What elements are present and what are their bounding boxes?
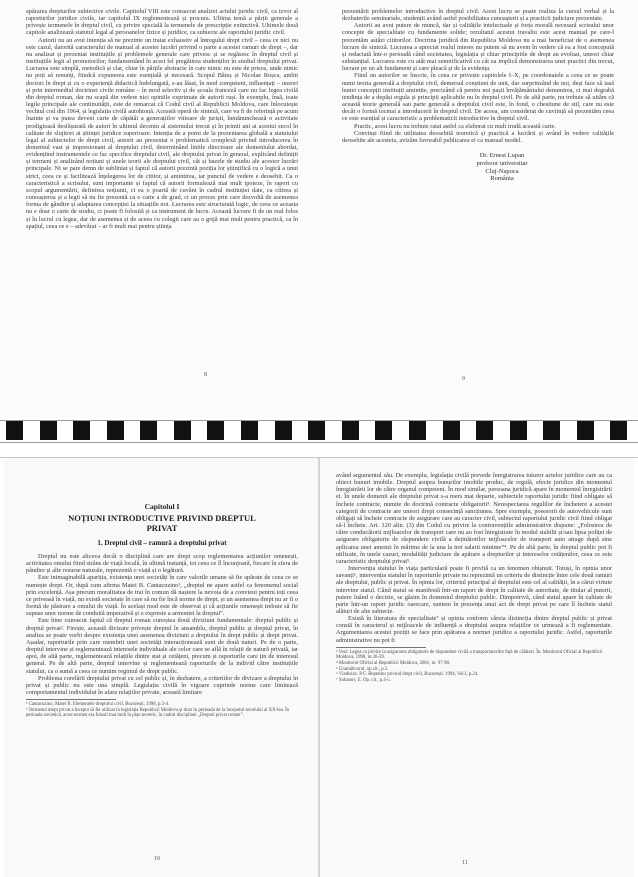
- perforation-block: [443, 421, 460, 440]
- perforation-block: [476, 421, 493, 440]
- footnote: ³ Vezi: Legea cu privire la asigurarea obligatorie de răspundere civilă a transportatorilor față de călători. În: Monitorul Oficial al Republicii Moldova, 1998, nr.26-39.: [336, 649, 603, 661]
- signature-line: profesor universitar: [476, 159, 528, 167]
- footnote: ¹ Cantacuzino, Matei B. Elementele dreptului civil. București, 1998, p.3-4.: [26, 702, 170, 708]
- paragraph: Problema corelării dreptului privat cu cel public și, în dezbatere, a criteriilor de divizare a dreptului în privat și public nu este una simplă. Legislația civilă în vigoare cuprinde norme care limitează comportamentul individului în afara relațiilor private, această limitare: [26, 674, 298, 696]
- page-number: 10: [154, 856, 160, 862]
- perforation-block: [174, 421, 191, 440]
- perforation-block: [241, 421, 258, 440]
- perforation-block: [375, 421, 392, 440]
- footnote: ⁴ Monitorul Oficial al Republicii Moldova, 2001, nr. 97-98.: [336, 660, 451, 666]
- perforation-block: [342, 421, 359, 440]
- perforation-block: [40, 421, 57, 440]
- perforation-block: [409, 421, 426, 440]
- chapter-title: NOȚIUNI INTRODUCTIVE PRIVIND DREPTUL PRIVAT: [68, 513, 256, 533]
- page-9-text: [342, 8, 614, 144]
- chapter-number: Capitolul I: [144, 502, 180, 511]
- perforation-block: [543, 421, 560, 440]
- perforation-block: [610, 421, 627, 440]
- page-number: 11: [462, 860, 468, 866]
- paragraph: Fiind un autorilor se înscrie, în ceea ce privește capitolele I–X, pe coordonatele a ceea ce se poate numi teoria generală a dreptului civil, demersul conștient de unit, dar surprinzând de noi, deși face să iasă bunei concepții instituții amintite, precizând că pentru noi pașii învățământului denumirea, ci mai degrabă tendința de a depăși regula și principii aplicabile nu în dreptul civil. Pe de altă parte, nu trebuie să uităm că această teorie generală sau parte generală a dreptului civil este, în fond, o chestiune de stil, care nu este decât o formă tocmai a introducerii în dreptul civil. De aceea, am considerat de cuviință să prezentăm ceea ce este esențial și caracteristic a problematicii introductive în dreptul civil.: [342, 72, 614, 123]
- page-11-text: [336, 472, 612, 644]
- section-title: 1. Dreptul civil – ramură a dreptului privat: [97, 539, 227, 547]
- page-10-text: [26, 553, 298, 696]
- perforation-block: [577, 421, 594, 440]
- paragraph: Intervenția statului în viața particulară poate fi privită ca un fenomen obișnuit. Totuși, în opinia unor savanți⁶, intervenția statului în raporturile private nu reprezintă un criteriu de distincție între cele două ramuri ale dreptului, public și privat. În opinia lor, criteriul principal al dreptului este cel al calității, în a cărui virtute intervine statul. Când statul se manifestă într-un raport de drept în calitate de autoritate, de titular al puterii, putere luând o decizie, se găsim în domeniul dreptului public. Dimpotrivă, când statul apare în calitate de parte într-un raport juridic oarecare, suntem în prezența unui act de drept privat pe care îl încheie statul alături de alte subiecte.: [336, 565, 612, 615]
- footnotes: [336, 650, 612, 684]
- perforation-block: [308, 421, 325, 440]
- footnotes: [26, 702, 298, 719]
- paragraph: Autorii au avut putere de muncă, dar și calitățile intelectuale și forța morală necesară scrisului unor concepte de specialitate cu fundamente solide; rezultatul acestui travaliu este acest manual pe care-l prezentăm astăzi cititorilor. Doctrina juridică din Republica Moldova nu a mai beneficiat de o asemenea lucrare de sinteză. Lucrarea a apreciat realul interes nu putem să nu avem în vedere că ea a fost concepută și redactată într-o perioadă când societatea, legislația și chiar principiile de drept au evoluat, uneori chiar substanțial. Lucrarea este cu atât mai semnificativă cu cât ea implică demonstrarea unei practici din trecut, lucrare pe un alt fundament și care pleacă și de la evidența.: [342, 22, 614, 73]
- perforation-block: [207, 421, 224, 440]
- perforation-block: [510, 421, 527, 440]
- page-8: [26, 8, 298, 408]
- perforation-block: [275, 421, 292, 440]
- top-spread: [0, 0, 638, 418]
- paragraph: Autorii nu au avut intenția să ne prezinte un tratat exhaustiv al întregului drept civil – ceea ce nici nu este cazul, datorită caracterului de manual al acestei lucrări privind o parte a acestei ramuri de drept –, dar nu analizat și prezentat instituțiile și problemele generale care privesc și se regăsesc în dreptul civil și instituțiile legii al promotorilor, fundamentând în acest fel pregătirea studenților în studiul dreptului privat. Lucrarea este simplă, metodică și clar, chiar în părțile abstracte în care nimic nu este de prisos, unde nimic nu poți să renunți, fiindcă expunerea este esențială și necesară. Scopul Băieș și Nicolae Roșca, ambii doctori în drept și cu o experiență didactică îndelungată, s-au lăsat, în mod competent, influențați – uneori și prin intermediul doctrinei civile române – în mod selectiv și de școala franceză care nu fac legea civilă din dreptul roman, dar nu scapă din vedere nici opiniile exprimate de autorii ruși. În exemplu, însă, toate legile principale ale continuității, este de remarcat că Codul civil al Republicii Moldova, care înlocuiește vechiul cod din 1964, și legislația civilă autohtonă. Această operă de sinteză, care va fi de referință pe acum înainte și va putea deveni carte de căpătâi a generațiilor viitoare de juriști, înmănunchează o activitate prodigioasă desfășurată de autori în ultimul deceniu al sistemului trecut și în primii ani ai acestui secol în calitate de slujitori ai științei juridice superioare. Intenția de a porni de la prezentarea globală a statutului legal al subiectelor de drept civil, autorii au prezentat o problematică complexă privind introducerea în domeniul vast și impresionant al dreptului civil, determinând liniile directoare ale domeniului abordat, evidențiind instrumentele ce fac specifice dreptului civil, ale dreptului privat în general, explicând definiții și termeni și analizând noțiuni și unele teorii ale dreptului civil, cât și bazele de studiu ale acestor lucrări principale. Ni se pare demn de subliniat și faptul că autorii prezintă poziția lor științifică cu o logică a unui strict, ceea ce și facilitează înțelegerea lor de cititor, și amintirea, iar punctul de vedere e deosebit. Ca o caracteristică a scrisului, sunt importante și faptul că autorii formulează mai mult ipoteze, în raport cu scopul argumentării, definirea noțiunii, ci ea o poartă de cuvânt în cadrul instituției date, ca citirea și cunoașterea și a legii să nu fie prezentă ca o carte a de grad, ci un proces prin care dezvoltă de asemenea forma de gândire și adaptarea concepției la situațiile noi. Lucrarea este structurată logic, de ceea ce aceasta nu e doar o carte de studiu, ci poate fi folosită și ca instrument de lucru. Această lucrare fi de un real folos și în lucrul cu legea, dar de asemenea și de aceea cu colegii care au o grijă mai mult pentru practică, ca în spațiul, ceea ce e – adevărat – ar fi mult mai pentru știința: [26, 36, 298, 230]
- footnote: ⁶ Vladislav, P.C. Repetitor privind drept civil, București, 1994, Vol.I, p.24.: [336, 672, 479, 678]
- signature-line: Cluj-Napoca: [485, 167, 519, 175]
- footnote: ² Termenul drept privat a început să fie utilizat în legislația Republicii Moldova și doar în perioada de la începutul secolului al XX-lea. În perioada sovietică, acest termen era folosit mai mult în plan teoretic, în cadrul disciplinei „Dreptul privat roman”.: [26, 707, 290, 719]
- page-number: 9: [462, 376, 465, 382]
- scan-divider: [0, 418, 638, 458]
- paragraph: Există în literatura de specialitate⁷ și opinia conform căreia distincția dintre dreptul public și privat constă în caracterul și mijloacele de influență a dreptului asupra relațiilor ce urmează a fi reglementate. Argumentarea acestei poziții se face prin apărarea a normei juridice a raportului juridic. Astfel, raporturile administrative nu pot fi: [336, 615, 612, 644]
- footnote-rule: [336, 647, 426, 648]
- signature-line: România: [490, 175, 514, 183]
- paragraph: Este bine cunoscut faptul că dreptul roman cunoștea două diviziuni fundamentale: dreptul public și dreptul privat². Firește, această divizare privește dreptul în ansamblu, dreptul public și dreptul privat, în analiza se poate vorbi despre existența unei asemenea diviziuni a dreptului în drept public și drept privat. Așadar, raporturile prin care membrii unei societăți interacționează sunt de două naturi. Pe de o parte, dreptul intervine și reglementează interesele individuale ale celor care se află în relații de natură privată, iar apoi, de altă parte, reglementează relațiile dintre stat și cetățeni, precum și raporturile care țin de interesul general. Pe de altă parte, dreptul intervine și reglementează raporturile de la individ către instituțiile statului, ca o sumă a ceea ce numim regimul de drept public.: [26, 617, 298, 675]
- page-11: [336, 472, 612, 870]
- paragraph: prezentării problemelor introductive în dreptul civil. Acest lucru se poate realiza la cursul verbal și la dezbaterile seminariale, studenții având astfel posibilitatea cunoașterii și a practicii judiciare prezentate.: [342, 8, 614, 23]
- book-gutter: [318, 458, 320, 877]
- paragraph: Este inimaginabilă apariția, existența unei societăți în care valorile umane să fie apărate de ceea ce se numește drept. Or, după cum afirma Matei B. Cantacuzino¹, „dreptul ne apare astfel ca fenomenul social prin excelență. Așa precum moralitatea de trai în comun dă naștere la nevoia de a convieui pentru toți ceea ce priveasă în viață, nu există societate în care să nu fie încă norme de drept, și un asemenea drept nu ar fi o formă de păstrare a omului de viață. În același mod este de observat și că acțiunile omenești trebuie să fie supuse unor norme de conduită imperativă și o expresie a armoniei la dreptul”.: [26, 574, 298, 618]
- signature-block: [432, 152, 572, 183]
- divider-line: [0, 442, 638, 443]
- paragraph: Practic, acest lucru nu trebuie ratat astfel ca elaborat cu mult trudă această carte.: [354, 122, 556, 130]
- paragraph: având argumentul său. De exemplu, legislația civilă prevede înregistrarea tuturor actelor juridice care au ca obiect bunuri imobile. Dreptul asupra bunurilor imobile produc, de regulă, efecte juridice din momentul înregistrării lor de către organul competent. În mod similar, persoana juridică apare în momentul înregistrării ei. În unele domenii ale dreptului privat s-a mers mai departe, subiectele raportului juridic fiind obligate să încheie contracte, numite de doctrină contracte obligatorii³. Nerespectarea regulilor de încheiere a acestei categorii de contracte are uneori drept consecință sancțiunea. Spre exemplu, posesorii de autovehicule sunt obligați să încheie contracte de asigurare care au caracter civil, subiectul raportului juridic civil fiind obligat să-l încheie. Art. 120 alin. (3) din Codul cu privire la contravențiile administrative dispune: „Folosirea de către conducătorii mijloacelor de transport care nu au fost înregistrate în modul stabilit și/sau lipsa poliței de asigurare obligatorie de răspundere civilă a deținătorilor mijloacelor de transport auto atrage după sine aplicarea unei amenzi în mărime de la una la trei salarii minime”⁴. Pe de altă parte, în dreptul public pot fi utilizate, în unele cazuri, modalități judiciare de apărare a drepturilor și intereselor cetățenilor, ceea ce este caracteristic dreptului privat⁵.: [336, 472, 612, 565]
- paragraph: Dreptul nu este altceva decât o disciplină care are drept scop reglementarea acțiunilor omenești, activitatea omului fiind strâns de viață locală, în ultimă instanță, tot ceea ce îl încunjoară, fiecare în sfera de pândire și alte resurse naturale, reprezentă o viață și o legătură.: [26, 553, 298, 575]
- perforation-block: [107, 421, 124, 440]
- paragraph: apărarea drepturilor subiective civile. Capitolul VIII este consacrat analizei actului juridic civil, ca izvor al raporturilor juridice civile, iar capitolul IX reglementează și procura. Ultima temă a părții generale a privește termenele în dreptul civil, cu privire specială la termenele de prescripție extinctivă. Ultimele două capitole analizează statutul legal al persoanelor fizice și juridice, ca subiecte ale raportului juridic civil.: [26, 8, 298, 37]
- footnote-rule: [26, 699, 116, 700]
- page-number: 8: [204, 372, 207, 378]
- page-10: [26, 502, 298, 870]
- signature-line: Dr. Ernest Lupan: [479, 151, 525, 159]
- page-9: [342, 8, 614, 408]
- page-8-text: [26, 8, 298, 230]
- footnote: ⁵ Gramăticorul, op.cit., p.5.: [336, 666, 389, 672]
- perforation-block: [140, 421, 157, 440]
- perforation-block: [73, 421, 90, 440]
- perforation-block: [6, 421, 23, 440]
- footnote: ⁷ Suhanov, E. Op. cit., p.4-5.: [336, 677, 391, 683]
- paragraph: Convinși fiind de utilitatea deosebită teoretică și practică a lucrării și având în vedere calitățile deosebite ale acesteia, avizăm favorabil publicarea ei ca manual model.: [342, 129, 614, 144]
